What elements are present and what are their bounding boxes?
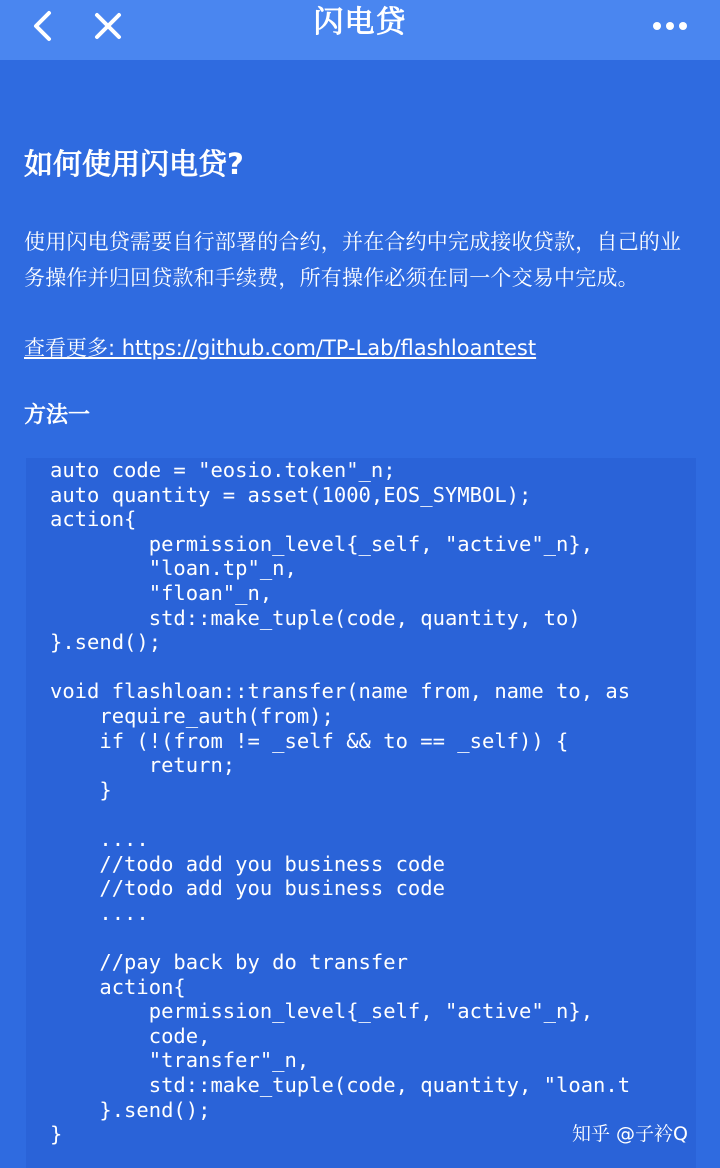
code-line: .... — [50, 827, 149, 851]
code-line: require_auth(from); — [50, 704, 334, 728]
code-line: //todo add you business code — [50, 876, 445, 901]
code-line: void flashloan::transfer(name from, name to, as — [50, 679, 631, 704]
watermark: 知乎 @子衿Q — [572, 1123, 688, 1145]
more-horizontal-icon[interactable] — [650, 6, 690, 46]
page-title: 闪电贷 — [313, 5, 407, 40]
code-line: permission_level{_self, "active"_n}, — [50, 531, 594, 556]
code-line: //todo add you business code — [50, 851, 445, 876]
code-line: } — [50, 1122, 63, 1147]
article-description: 使用闪电贷需要自行部署的合约，并在合约中完成接收贷款，自己的业务操作并归回贷款和手续费，所有操作必须在同一个交易中完成。 — [24, 230, 682, 290]
method-title: 方法一 — [24, 403, 91, 428]
code-line: }.send(); — [50, 1097, 211, 1122]
article-content — [0, 60, 720, 1165]
more-info-link[interactable]: 查看更多: https://github.com/TP-Lab/flashloantest — [24, 336, 537, 360]
code-line: "floan"_n, — [50, 581, 273, 605]
code-line: if (!(from != _self && to == _self)) { — [50, 728, 569, 753]
code-line: auto quantity = asset(1000,EOS_SYMBOL); — [50, 482, 532, 507]
article-heading: 如何使用闪电贷? — [24, 147, 244, 181]
code-line: } — [50, 777, 112, 802]
code-line: "transfer"_n, — [50, 1048, 310, 1073]
code-line: }.send(); — [50, 630, 162, 655]
code-line: std::make_tuple(code, quantity, "loan.t — [50, 1073, 631, 1097]
code-line: .... — [50, 900, 149, 925]
code-line: std::make_tuple(code, quantity, to) — [50, 605, 581, 630]
code-block — [26, 458, 696, 1168]
code-line: action{ — [50, 507, 137, 532]
top-bar — [0, 0, 720, 60]
code-line: action{ — [50, 974, 186, 999]
code-line: //pay back by do transfer — [50, 950, 408, 974]
code-line: "loan.tp"_n, — [50, 556, 297, 581]
code-line: code, — [50, 1023, 211, 1048]
code-line: permission_level{_self, "active"_n}, — [50, 999, 594, 1024]
code-line: auto code = "eosio.token"_n; — [50, 458, 396, 482]
code-line: return; — [50, 753, 236, 778]
